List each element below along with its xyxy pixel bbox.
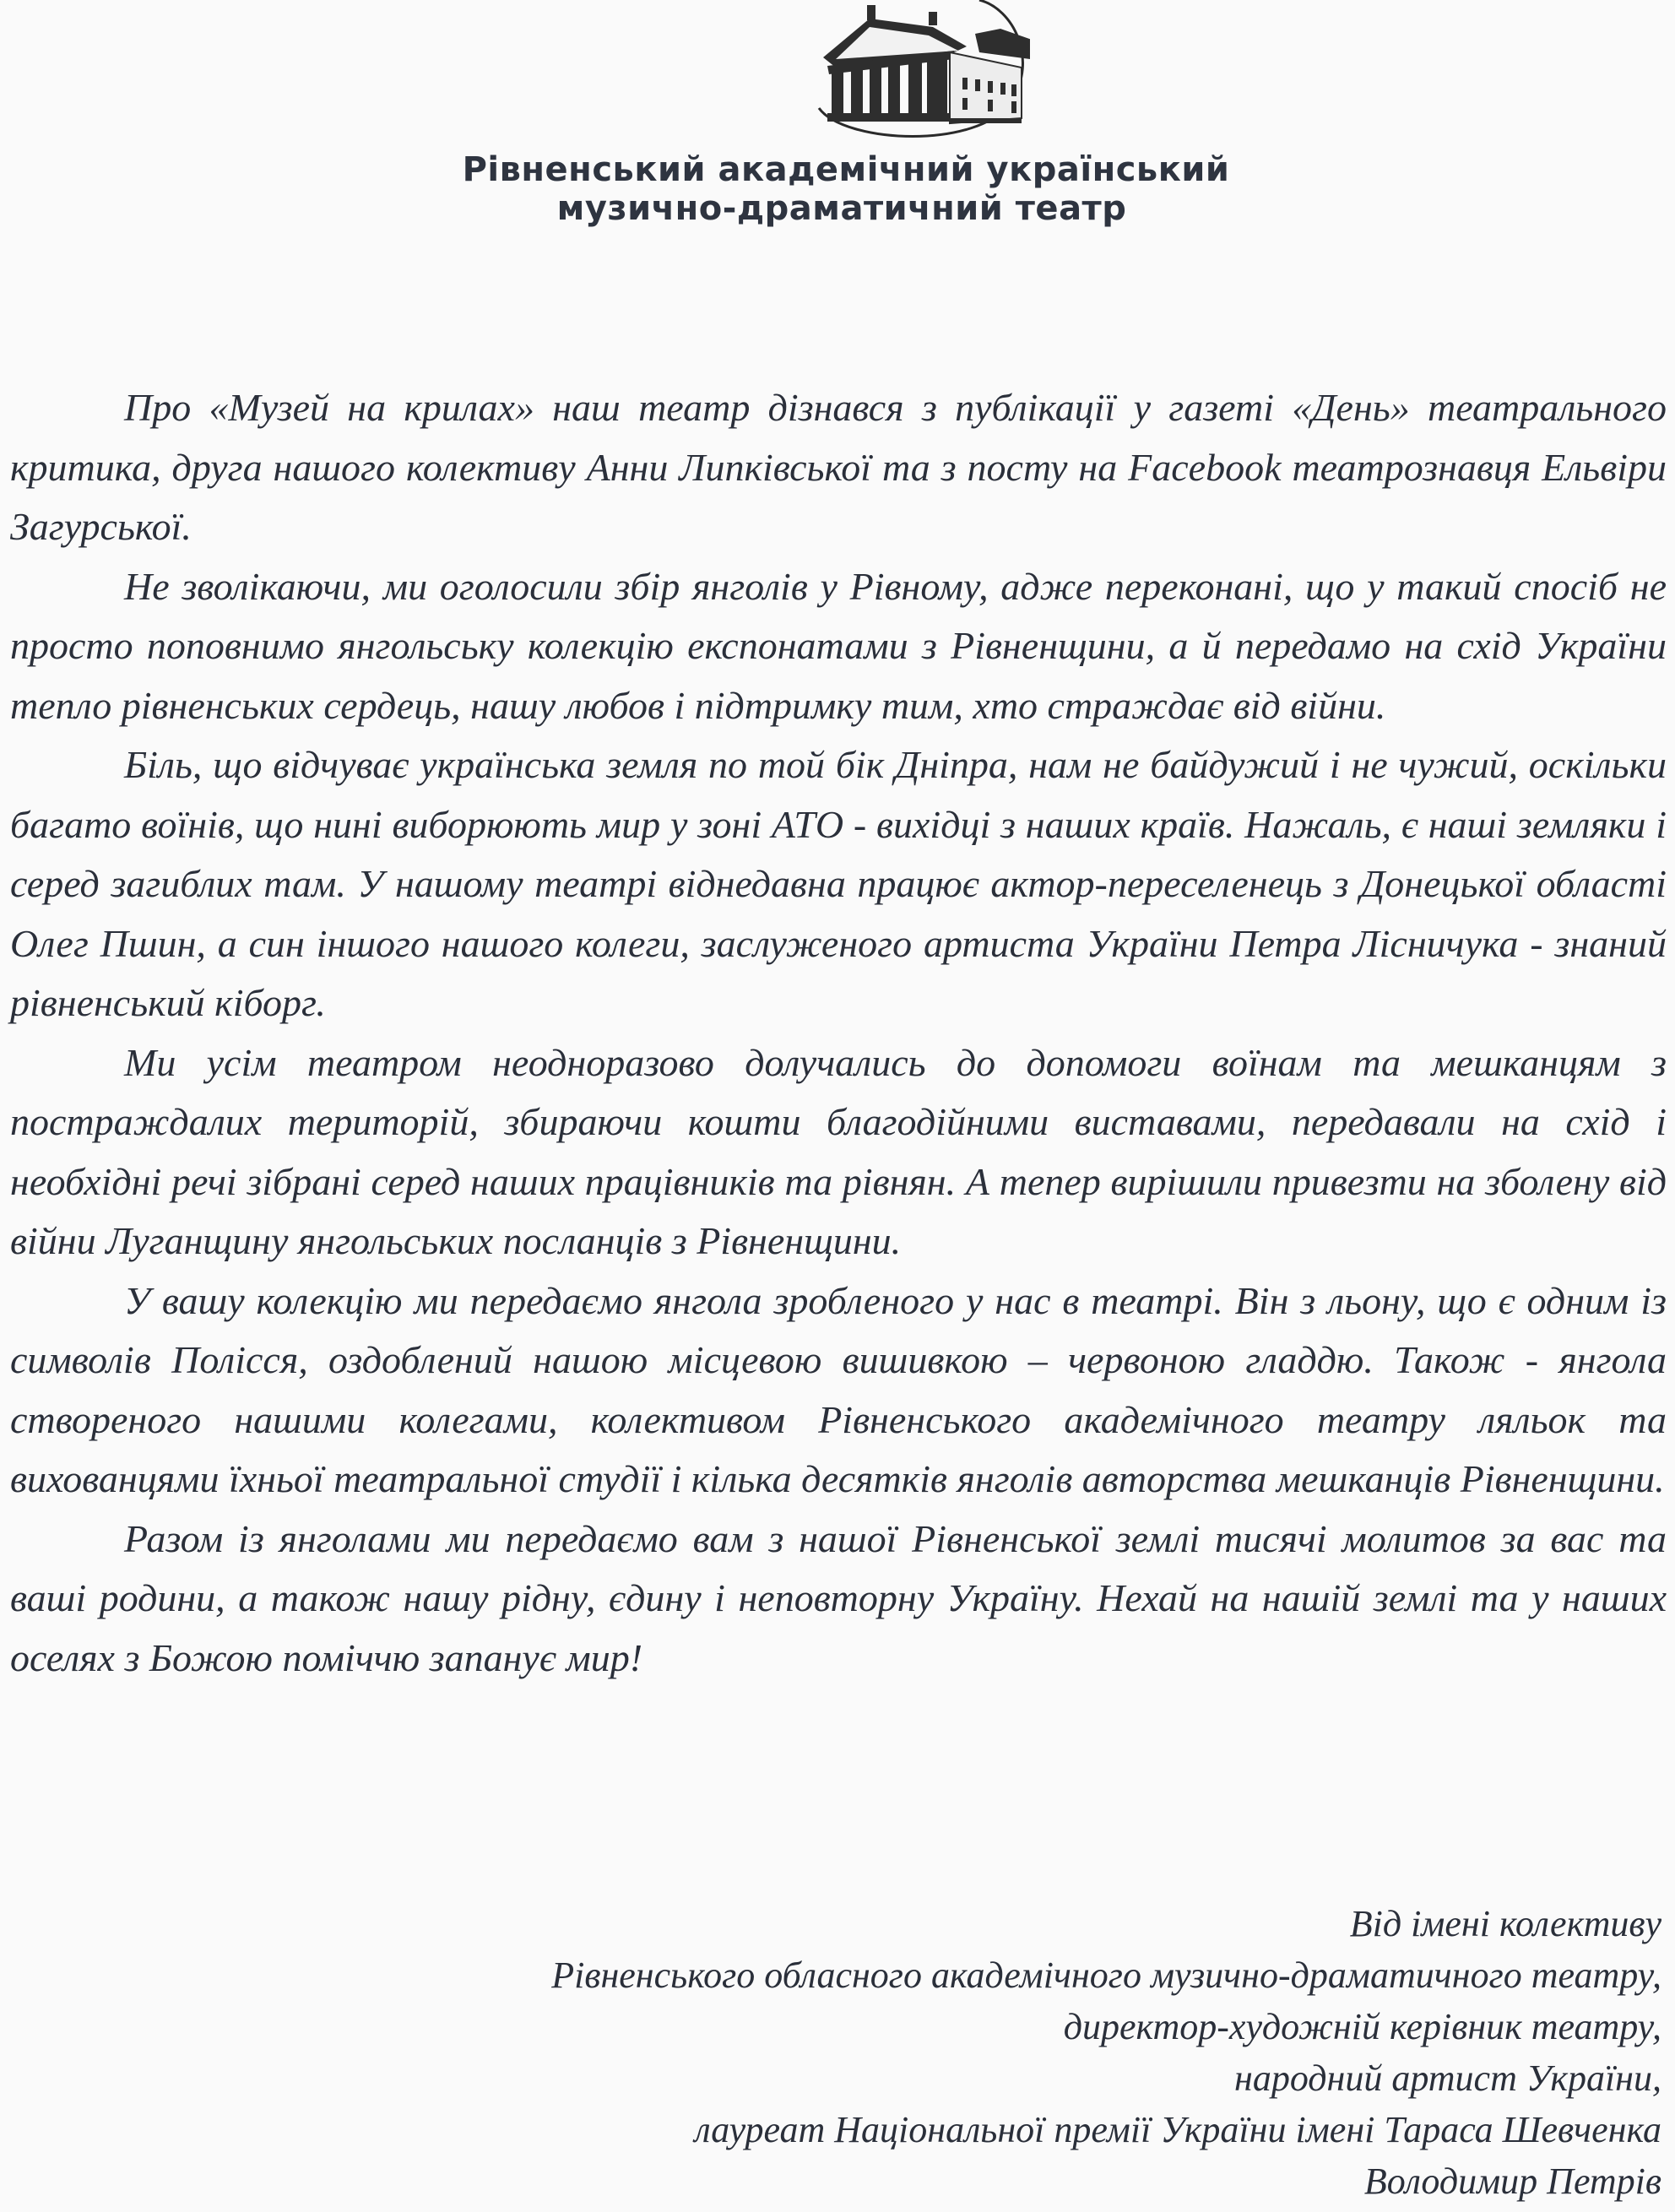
paragraph: Разом із янголами ми передаємо вам з нашої Рівненської землі тисячі молитов за вас та ваші родини, а також нашу рідну, єдину і неповторну Україну. Нехай на нашій землі та у наших оселях з Божою поміччю запанує мир!	[10, 1516, 1667, 1679]
letterhead	[0, 0, 1675, 253]
paragraph: Про «Музей на крилах» наш театр дізнався з публікації у газеті «День» театрального критика, друга нашого колективу Анни Липківської та з посту на Facebook театрознавця Ельвіри Загурської.	[10, 386, 1667, 548]
theatre-building-icon	[785, 0, 1030, 148]
signature-line: Рівненського обласного академічного музично-драматичного театру,	[551, 1954, 1661, 1996]
organization-name	[0, 150, 1675, 228]
signature-line: лауреат Національної премії України імені Тараса Шевченка	[694, 2109, 1661, 2150]
letter-body	[10, 378, 1667, 1688]
signatory-name: Володимир Петрів	[1363, 2160, 1661, 2202]
signature-line: народний артист України,	[1234, 2057, 1661, 2099]
organization-name-line1: Рівненський академічний український	[462, 150, 1230, 189]
paragraph: Біль, що відчуває українська земля по той бік Дніпра, нам не байдужий і не чужий, оскільки багато воїнів, що нині виборюють мир у зоні АТО - вихідці з наших країв. Нажаль, є наші земляки і серед загиблих там. У нашому театрі віднедавна працює актор-переселенець з Донецької області Олег Пшин, а син іншого нашого колеги, заслуженого артиста України Петра Лісничука - знаний рівненський кіборг.	[10, 743, 1667, 1024]
signature-line: Від імені колективу	[1349, 1903, 1661, 1944]
signature-line: директор-художній керівник театру,	[1063, 2006, 1661, 2047]
paragraph: Не зволікаючи, ми оголосили збір янголів у Рівному, адже переконані, що у такий спосіб не просто поповнимо янгольську колекцію експонатами з Рівненщини, а й передамо на схід України тепло рівненських сердець, нашу любов і підтримку тим, хто страждає від війни.	[10, 564, 1667, 727]
paragraph: У вашу колекцію ми передаємо янгола зробленого у нас в театрі. Він з льону, що є одним із символів Полісся, оздоблений нашою місцевою вишивкою – червоною гладдю. Також - янгола створеного нашими колегами, колективом Рівненського академічного театру ляльок та вихованцями їхньої театральної студії і кілька десятків янголів авторства мешканців Рівненщини.	[10, 1278, 1667, 1500]
signature-block	[226, 1898, 1661, 2207]
organization-name-line2: музично-драматичний театр	[556, 189, 1127, 228]
paragraph: Ми усім театром неодноразово долучались до допомоги воїнам та мешканцям з постраждалих територій, збираючи кошти благодійними виставами, передавали на схід і необхідні речі зібрані серед наших працівників та рівнян. А тепер вирішили привезти на зболену від війни Луганщину янгольських посланців з Рівненщини.	[10, 1040, 1667, 1262]
